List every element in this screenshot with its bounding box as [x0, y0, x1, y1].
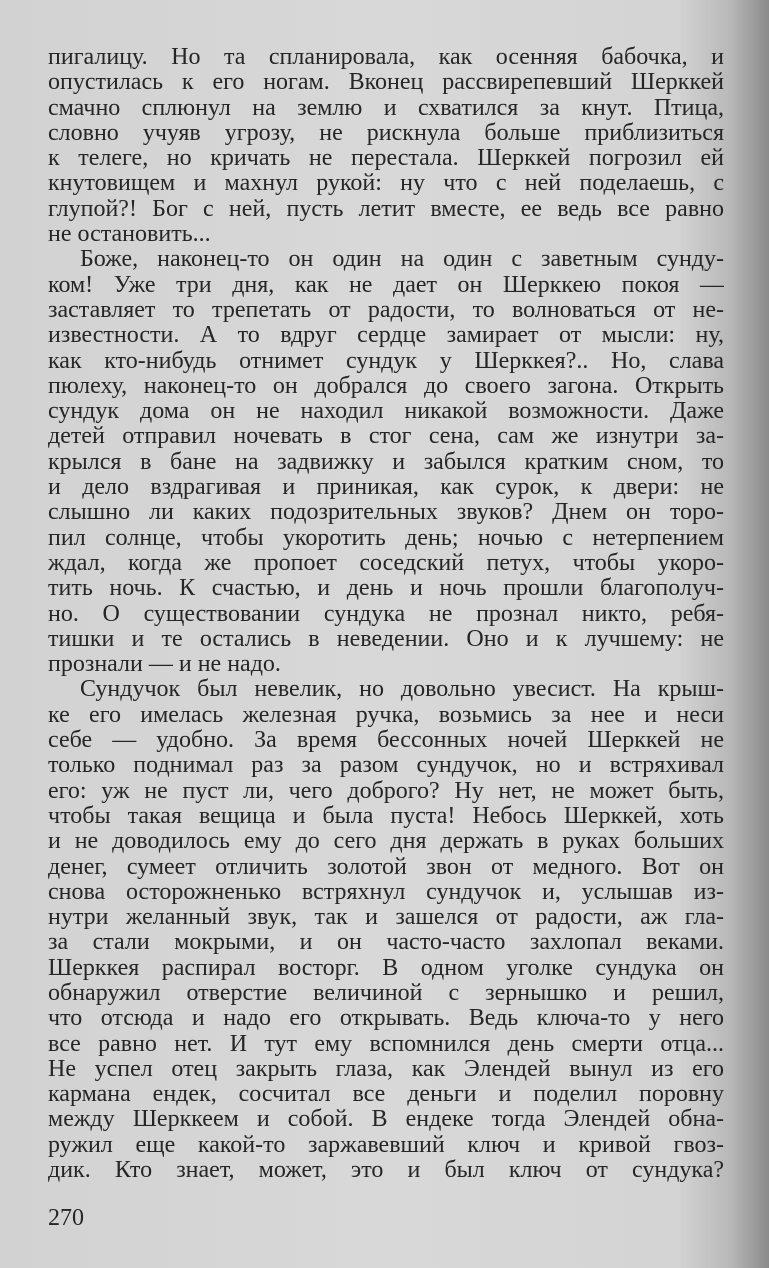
- text-line: ждал, когда же пропоет соседский петух, чтобы укоро-: [48, 550, 724, 576]
- text-line: между Шерккеем и собой. В ендеке тогда Элендей обна-: [48, 1107, 724, 1133]
- text-line: заставляет то трепетать от радости, то волноваться от не-: [48, 297, 724, 323]
- text-line: и дело вздрагивая и приникая, как сурок, к двери: не: [48, 475, 724, 501]
- text-line: денег, сумеет отличить золотой звон от медного. Вот он: [48, 854, 724, 880]
- text-line: ружил еще какой-то заржавевший ключ и кривой гвоз-: [48, 1132, 724, 1158]
- text-line: ком! Уже три дня, как не дает он Шерккею покоя —: [48, 272, 724, 298]
- text-line: смачно сплюнул на землю и схватился за кнут. Птица,: [48, 95, 724, 121]
- text-line: себе — удобно. За время бессонных ночей Шерккей не: [48, 728, 724, 754]
- text-line: что отсюда и надо его открывать. Ведь ключа-то у него: [48, 1006, 724, 1032]
- text-line: все равно нет. И тут ему вспомнился день смерти отца...: [48, 1031, 724, 1057]
- text-line: только поднимал раз за разом сундучок, но и встряхивал: [48, 753, 724, 779]
- text-line: Шерккея распирал восторг. В одном уголке сундука он: [48, 955, 724, 981]
- text-line: и не доводилось ему до сего дня держать в руках больших: [48, 829, 724, 855]
- text-line: известности. А то вдруг сердце замирает от мысли: ну,: [48, 323, 724, 349]
- text-line: пюлеху, наконец-то он добрался до своего загона. Открыть: [48, 373, 724, 399]
- book-page-text: [48, 45, 724, 1183]
- text-line: нутри желанный звук, так и зашелся от радости, аж гла-: [48, 905, 724, 931]
- text-line: сундук дома он не находил никакой возможности. Даже: [48, 399, 724, 425]
- text-line: тить ночь. К счастью, и день и ночь прошли благополуч-: [48, 576, 724, 602]
- text-line: чтобы такая вещица и была пуста! Небось Шерккей, хоть: [48, 803, 724, 829]
- text-line: Сундучок был невелик, но довольно увесист. На крыш-: [80, 677, 724, 703]
- text-line: тишки и те остались в неведении. Оно и к лучшему: не: [48, 626, 724, 652]
- text-line: к телеге, но кричать не перестала. Шерккей погрозил ей: [48, 146, 724, 172]
- text-line: за стали мокрыми, и он часто-часто захлопал веками.: [48, 930, 724, 956]
- text-line: дик. Кто знает, может, это и был ключ от сундука?: [48, 1158, 724, 1184]
- text-line: ке его имелась железная ручка, возьмись за нее и неси: [48, 702, 724, 728]
- text-line: обнаружил отверстие величиной с зернышко и решил,: [48, 980, 724, 1006]
- text-line: кнутовищем и махнул рукой: ну что с ней поделаешь, с: [48, 171, 724, 197]
- text-line: словно учуяв угрозу, не рискнула больше приблизиться: [48, 120, 724, 146]
- text-line: Боже, наконец-то он один на один с заветным сунду-: [80, 247, 724, 273]
- text-line: опустилась к его ногам. Вконец рассвирепевший Шерккей: [48, 70, 724, 96]
- text-line: Не успел отец закрыть глаза, как Элендей вынул из его: [48, 1056, 724, 1082]
- text-line: но. О существовании сундука не прознал никто, ребя-: [48, 601, 724, 627]
- text-line: слышно ли каких подозрительных звуков? Днем он торо-: [48, 500, 724, 526]
- page-number: 270: [48, 1205, 84, 1231]
- text-line: пигалицу. Но та спланировала, как осенняя бабочка, и: [48, 45, 724, 70]
- text-line: крылся в бане на задвижку и забылся кратким сном, то: [48, 449, 724, 475]
- text-line: снова осторожненько встряхнул сундучок и, услышав из-: [48, 879, 724, 905]
- text-line: пил солнце, чтобы укоротить день; ночью с нетерпением: [48, 525, 724, 551]
- text-line: глупой?! Бог с ней, пусть летит вместе, ее ведь все равно: [48, 196, 724, 222]
- text-line: не остановить...: [48, 222, 211, 248]
- text-line: прознали — и не надо.: [48, 652, 281, 678]
- text-line: кармана ендек, сосчитал все деньги и поделил поровну: [48, 1082, 724, 1108]
- text-line: его: уж не пуст ли, чего доброго? Ну нет, не может быть,: [48, 778, 724, 804]
- text-line: детей отправил ночевать в стог сена, сам же изнутри за-: [48, 424, 724, 450]
- text-line: как кто-нибудь отнимет сундук у Шерккея?.. Но, слава: [48, 348, 724, 374]
